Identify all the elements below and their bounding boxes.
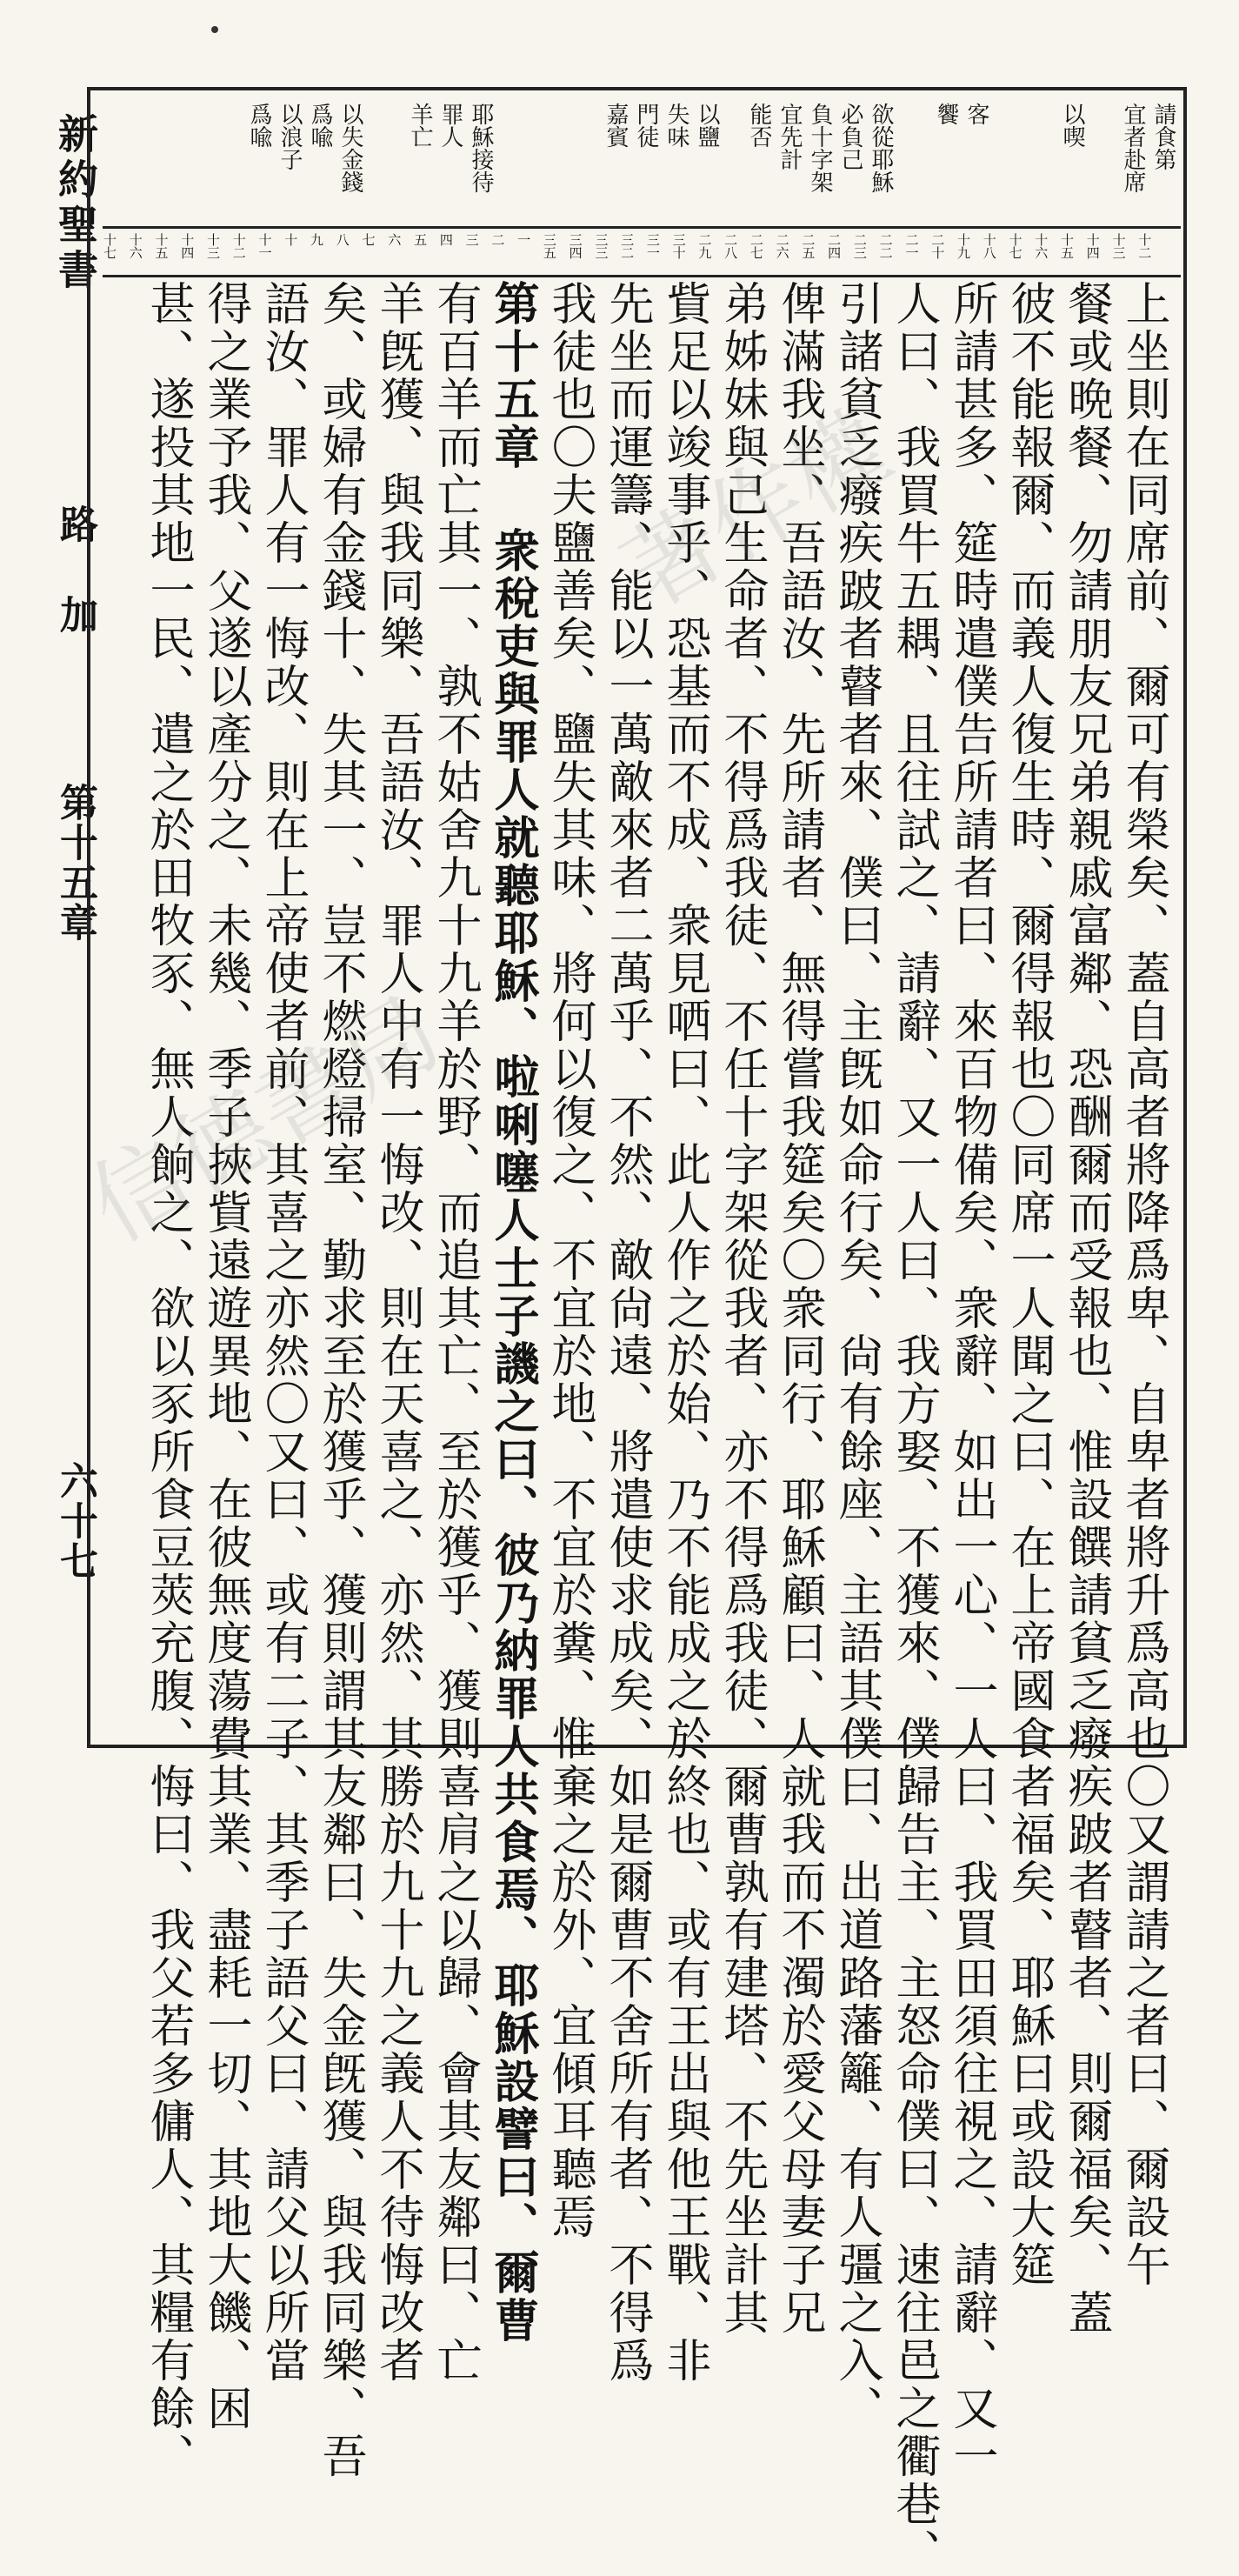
verse-number: 四 bbox=[437, 233, 454, 246]
verse-number: 十九 bbox=[955, 233, 971, 259]
text-column: 貲足以竣事乎、恐基而不成、衆見哂曰、此人作之於始、乃不能成之於終也、或有王出與他王戰、非 bbox=[658, 280, 710, 2385]
note: 羊亡 bbox=[407, 103, 433, 148]
verse-number: 二六 bbox=[774, 233, 790, 259]
verse-number: 十三 bbox=[205, 233, 222, 259]
verse-number: 十二 bbox=[1136, 233, 1153, 259]
note: 宜先計 bbox=[776, 103, 803, 170]
verse-number: 二三 bbox=[851, 233, 868, 259]
verse-number: 二 bbox=[490, 233, 506, 246]
note: 必負己 bbox=[837, 103, 863, 170]
note: 嘉賓 bbox=[603, 103, 629, 148]
verse-number-band bbox=[103, 230, 1181, 277]
header-book: 路加 bbox=[53, 504, 97, 685]
header-chapter: 第十五章 bbox=[53, 783, 97, 943]
verse-number: 二一 bbox=[903, 233, 920, 259]
verse-number: 二九 bbox=[696, 233, 713, 259]
verse-number: 十七 bbox=[102, 233, 117, 259]
verse-number: 十三 bbox=[1110, 233, 1127, 259]
verse-number: 五 bbox=[412, 233, 429, 246]
verse-number: 三 bbox=[463, 233, 480, 246]
verse-number: 三四 bbox=[567, 233, 583, 259]
verse-number: 二十 bbox=[929, 233, 946, 259]
verse-number: 十六 bbox=[127, 233, 143, 259]
verse-number: 十四 bbox=[179, 233, 196, 259]
text-column: 引諸貧乏癈疾跛者瞽者來、僕曰、主旣如命行矣、尙有餘座、主語其僕曰、出道路藩籬、有人彊之入、 bbox=[830, 280, 883, 2433]
verse-number: 十五 bbox=[153, 233, 170, 259]
note: 爲喩 bbox=[246, 103, 272, 148]
text-column: 人曰、我買牛五耦、且往試之、請辭、又一人曰、我方娶、不獲來、僕歸告主、主怒命僕曰、速往邑之衢巷、 bbox=[888, 280, 940, 2576]
verse-number: 二二 bbox=[877, 233, 894, 259]
note: 能否 bbox=[746, 103, 772, 148]
text-column: 上坐則在同席前、爾可有榮矣、蓋自高者將降爲卑、自卑者將升爲高也〇又謂請之者曰、爾設午 bbox=[1117, 280, 1169, 2289]
note: 請食第 bbox=[1150, 103, 1176, 170]
note: 罪人 bbox=[437, 103, 463, 148]
verse-number: 六 bbox=[386, 233, 403, 246]
note: 以失金錢 bbox=[337, 103, 363, 193]
note: 以鹽 bbox=[694, 103, 720, 148]
page-number: 六十七 bbox=[53, 1461, 97, 1581]
verse-number: 三十 bbox=[670, 233, 687, 259]
verse-number: 一 bbox=[516, 233, 532, 246]
note: 門徒 bbox=[633, 103, 659, 148]
text-column: 第十五章 衆稅吏與罪人就聽耶穌、啦唎噻人士子譏之曰、彼乃納罪人共食焉、耶穌設譬曰、爾曹 bbox=[486, 280, 539, 2345]
text-column: 彼不能報爾、而義人復生時、爾得報也〇同席一人聞之曰、在上帝國食者福矣、耶穌曰或設大筵 bbox=[1003, 280, 1055, 2289]
verse-number: 十四 bbox=[1084, 233, 1101, 259]
note: 負十字架 bbox=[807, 103, 833, 193]
text-column: 甚、遂投其地一民、遣之於田牧豕、無人餉之、欲以豕所食豆莢充腹、悔曰、我父若多傭人、其糧有餘、 bbox=[142, 280, 194, 2480]
verse-number: 十七 bbox=[1007, 233, 1023, 259]
note: 饗 bbox=[933, 103, 959, 125]
text-column: 弟姊妹與己生命者、不得爲我徒、不任十字架從我者、亦不得爲我徒、爾曹孰有建塔、不先坐計其 bbox=[716, 280, 768, 2337]
text-column: 羊旣獲、與我同樂、吾語汝、罪人中有一悔改、則在天喜之、亦然、其勝於九十九之義人不待悔改者 bbox=[371, 280, 423, 2385]
marginal-notes bbox=[103, 97, 1181, 229]
watermark-text: 著作權 bbox=[603, 390, 909, 631]
verse-number: 七 bbox=[360, 233, 376, 246]
verse-number: 十八 bbox=[981, 233, 997, 259]
text-column: 俾滿我坐、吾語汝、先所請者、無得嘗我筵矣〇衆同行、耶穌顧曰、人就我而不濁於愛父母妻子兄 bbox=[773, 280, 825, 2337]
note: 失味 bbox=[663, 103, 689, 148]
note: 宜者赴席 bbox=[1120, 103, 1146, 193]
verse-number: 十 bbox=[283, 233, 299, 246]
text-column: 得之業予我、父遂以產分之、未幾、季子挾貲遠遊異地、在彼無度蕩費其業、盡耗一切、其地大饑、困 bbox=[199, 280, 251, 2433]
text-column: 有百羊而亡其一、孰不姑舍九十九羊於野、而追其亡、至於獲乎、獲則喜肩之以歸、會其友鄰曰、亡 bbox=[429, 280, 481, 2385]
text-column: 我徒也〇夫鹽善矣、鹽失其味、將何以復之、不宜於地、不宜於糞、惟棄之於外、宜傾耳聽焉 bbox=[543, 280, 596, 2241]
verse-number: 十五 bbox=[1058, 233, 1075, 259]
text-column: 語汝、罪人有一悔改、則在上帝使者前、其喜之亦然〇又曰、或有二子、其季子語父曰、請父以所當 bbox=[256, 280, 309, 2385]
running-header bbox=[42, 104, 99, 1670]
note: 以喫 bbox=[1059, 103, 1085, 148]
text-column: 所請甚多、筵時遣僕告所請者曰、來百物備矣、衆辭、如出一心、一人曰、我買田須往視之、請辭、又一 bbox=[945, 280, 997, 2480]
verse-number: 十六 bbox=[1033, 233, 1049, 259]
verse-number: 三二 bbox=[619, 233, 636, 259]
watermark-text: 信德書局 bbox=[70, 975, 459, 1264]
main-text bbox=[103, 280, 1181, 2576]
note: 以浪子 bbox=[276, 103, 303, 170]
header-title: 新約聖書 bbox=[52, 113, 99, 294]
text-column: 餐或晩餐、勿請朋友兄弟親戚富鄰、恐酬爾而受報也、惟設饌請貧乏癈疾跛者瞽者、則爾福矣、蓋 bbox=[1060, 280, 1112, 2337]
verse-number: 二七 bbox=[748, 233, 764, 259]
verse-number: 二八 bbox=[723, 233, 739, 259]
note: 爲喩 bbox=[307, 103, 333, 148]
verse-number: 九 bbox=[309, 233, 325, 246]
verse-number: 十一 bbox=[256, 233, 273, 259]
note: 欲從耶穌 bbox=[868, 103, 894, 193]
text-column: 先坐而運籌、能以一萬敵來者二萬乎、不然、敵尙遠、將遣使求成矣、如是爾曹不舍所有者、不得爲 bbox=[601, 280, 653, 2385]
verse-number: 二四 bbox=[826, 233, 843, 259]
verse-number: 二五 bbox=[800, 233, 816, 259]
text-column: 矣、或婦有金錢十、失其一、豈不燃燈掃室、勤求至於獲乎、獲則謂其友鄰曰、失金旣獲、與我同樂、吾 bbox=[314, 280, 366, 2480]
printer-mark bbox=[211, 26, 218, 33]
verse-number: 三五 bbox=[541, 233, 557, 259]
note: 耶穌接待 bbox=[468, 103, 494, 193]
verse-number: 十二 bbox=[230, 233, 247, 259]
verse-number: 三一 bbox=[644, 233, 661, 259]
verse-number: 八 bbox=[334, 233, 350, 246]
verse-number: 三三 bbox=[593, 233, 610, 259]
note: 客 bbox=[963, 103, 989, 125]
